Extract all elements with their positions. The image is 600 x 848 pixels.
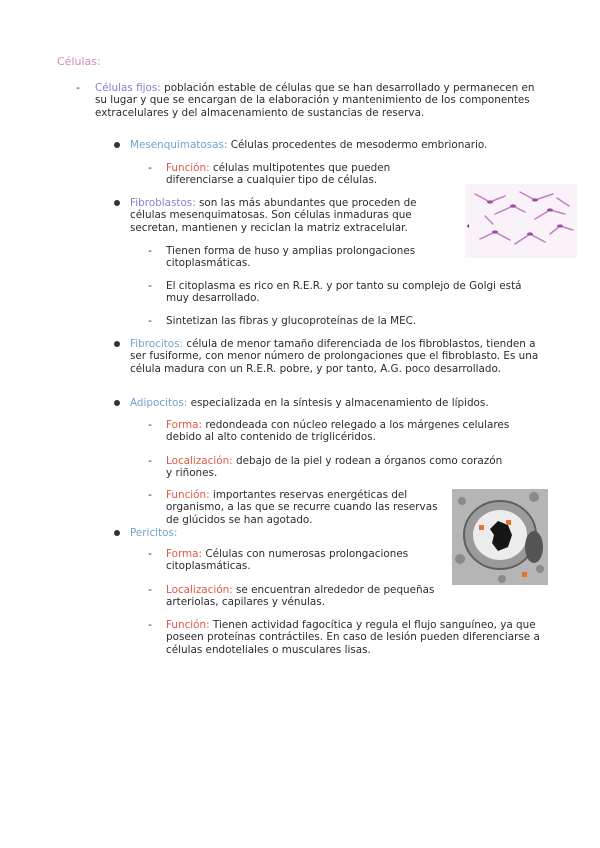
adipocitos-localizacion-key: Localización:: [166, 455, 233, 467]
pericitos-localizacion-text: se encuentran alrededor de pequeñas arteriolas, capilares y vénulas.: [166, 584, 435, 609]
pericitos-paragraph: [130, 527, 330, 539]
dash-bullet: -: [148, 489, 152, 501]
dot-bullet: [114, 400, 120, 406]
pericyte-micrograph: [452, 489, 548, 585]
pericitos-localizacion-key: Localización:: [166, 584, 233, 596]
mesenquimatosas-paragraph: [130, 139, 550, 151]
dash-bullet: -: [148, 419, 152, 431]
dash-bullet: -: [148, 245, 152, 257]
dash-bullet: -: [148, 619, 152, 631]
fibroblastos-key: Fibroblastos:: [130, 197, 196, 209]
adipocitos-funcion-key: Función:: [166, 489, 210, 501]
adipocitos-funcion-paragraph: [166, 489, 446, 526]
adipocitos-localizacion-text: debajo de la piel y rodean a órganos como corazón y riñones.: [166, 455, 503, 480]
adipocitos-forma-paragraph: [166, 419, 511, 444]
mesenquimatosas-key: Mesenquimatosas:: [130, 139, 228, 151]
mesenquimatosas-text: Células procedentes de mesodermo embrionario.: [227, 139, 488, 151]
dot-bullet: [114, 341, 120, 347]
pericitos-key: Pericitos:: [130, 527, 178, 539]
fibrocitos-paragraph: [130, 338, 540, 375]
dot-bullet: [114, 142, 120, 148]
dash-bullet: -: [76, 82, 80, 94]
pericitos-forma-paragraph: [166, 548, 451, 573]
pericitos-localizacion-paragraph: [166, 584, 436, 609]
dash-bullet: -: [148, 162, 152, 174]
pericitos-funcion-paragraph: [166, 619, 546, 656]
dash-bullet: -: [148, 315, 152, 327]
dot-bullet: [114, 200, 120, 206]
adipocitos-key: Adipocitos:: [130, 397, 188, 409]
adipocitos-text: especializada en la síntesis y almacenamiento de lípidos.: [187, 397, 489, 409]
pericitos-forma-text: Células con numerosas prolongaciones citoplasmáticas.: [166, 548, 409, 573]
dash-bullet: -: [148, 455, 152, 467]
mesen-funcion-key: Función:: [166, 162, 210, 174]
adipocitos-forma-text: redondeada con núcleo relegado a los márgenes celulares debido al alto contenido de triglicéridos.: [166, 419, 510, 444]
celulas-fijos-key: Células fijos:: [95, 82, 161, 94]
fibroblastos-paragraph: [130, 197, 455, 234]
fibrocitos-key: Fibrocitos:: [130, 338, 184, 350]
fibrocitos-text: célula de menor tamaño diferenciada de los fibroblastos, tienden a ser fusiforme, con menor número de prolongaciones que el fibroblasto. Es una célula madura con un R.E.R. pobre, y por tanto, A.G. poco desarrollado.: [130, 338, 539, 375]
dash-bullet: -: [148, 584, 152, 596]
adipocitos-funcion-text: importantes reservas energéticas del organismo, a las que se recurre cuando las reservas de glúcidos se han agotado.: [166, 489, 438, 526]
dot-bullet: [114, 530, 120, 536]
fibroblast-micrograph: [465, 184, 577, 258]
fibroblastos-sub-2: El citoplasma es rico en R.E.R. y por tanto su complejo de Golgi está muy desarrollado.: [166, 280, 522, 305]
dash-bullet: -: [148, 280, 152, 292]
mesen-funcion-text: células multipotentes que pueden diferenciarse a cualquier tipo de células.: [166, 162, 391, 187]
pericitos-funcion-key: Función:: [166, 619, 210, 631]
celulas-fijos-paragraph: [95, 82, 540, 119]
adipocitos-forma-key: Forma:: [166, 419, 203, 431]
mesen-funcion-paragraph: [166, 162, 431, 187]
adipocitos-localizacion-paragraph: [166, 455, 511, 480]
pericitos-forma-key: Forma:: [166, 548, 203, 560]
pericitos-funcion-text: Tienen actividad fagocítica y regula el flujo sanguíneo, ya que poseen proteínas contráctiles. En caso de lesión pueden diferenciarse a células endoteliales o musculares lisas.: [166, 619, 540, 656]
dash-bullet: -: [148, 548, 152, 560]
celulas-fijos-text: población estable de células que se han desarrollado y permanecen en su lugar y que se encargan de la elaboración y mantenimiento de los componentes extracelulares y del almacenamiento de sustancias de reserva.: [95, 82, 535, 119]
fibroblastos-text: son las más abundantes que proceden de células mesenquimatosas. Son células inmaduras que secretan, mantienen y reciclan la matriz extracelular.: [130, 197, 417, 234]
fibroblastos-sub-3: Sintetizan las fibras y glucoproteínas de la MEC.: [166, 315, 417, 327]
adipocitos-paragraph: [130, 397, 550, 409]
fibroblastos-sub-1: Tienen forma de huso y amplias prolongaciones citoplasmáticas.: [166, 245, 416, 270]
section-heading: Células:: [57, 55, 101, 68]
